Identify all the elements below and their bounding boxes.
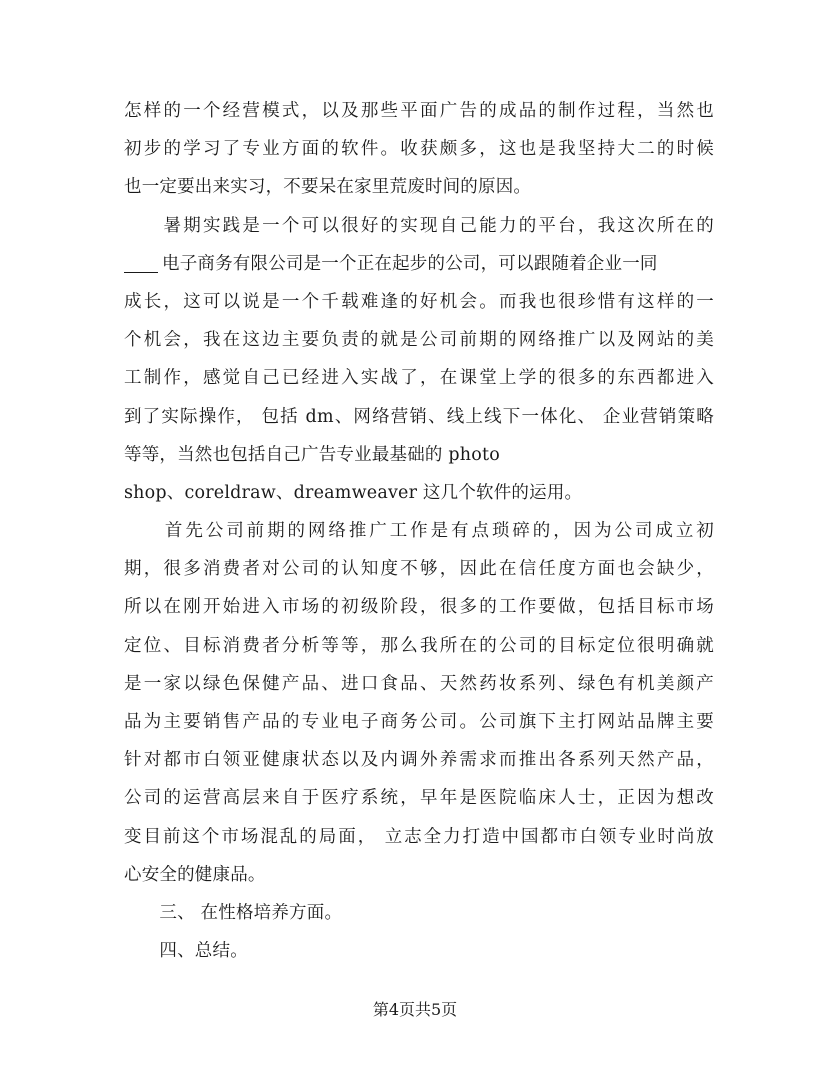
text-line-5 (124, 245, 714, 283)
text-line-12: 首先公司前期的网络推广工作是有点琐碎的，因为公司成立初 (124, 521, 714, 542)
document-body (124, 92, 714, 970)
text-line-14: 所以在刚开始进入市场的初级阶段，很多的工作要做，包括目标市场 (124, 597, 714, 618)
text-line-8: 工制作，感觉自己已经进入实战了，在课堂上学的很多的东西都进入 (124, 368, 714, 389)
text-line-20: 变目前这个市场混乱的局面， 立志全力打造中国都市白领专业时尚放 (124, 826, 714, 847)
text-line-18: 针对都市白领亚健康状态以及内调外养需求而推出各系列天然产品， (124, 750, 714, 771)
text-line-2: 初步的学习了专业方面的软件。收获颇多，这也是我坚持大二的时候 (124, 139, 714, 160)
text-line-3: 也一定要出来实习，不要呆在家里荒废时间的原因。 (124, 177, 532, 198)
text-line-16: 是一家以绿色保健产品、进口食品、天然药妆系列、绿色有机美颜产 (124, 673, 714, 694)
text-line-4: 暑期实践是一个可以很好的实现自己能力的平台，我这次所在的 (124, 215, 714, 236)
text-line-7: 个机会，我在这边主要负责的就是公司前期的网络推广以及网站的美 (124, 330, 714, 351)
text-line-5-content: 电子商务有限公司是一个正在起步的公司，可以跟随着企业一同 (162, 253, 658, 274)
text-line-1: 怎样的一个经营模式，以及那些平面广告的成品的制作过程，当然也 (124, 101, 714, 121)
text-line-10: 等等，当然也包括自己广告专业最基础的 photo (124, 444, 500, 465)
text-line-11: shop、coreldraw、dreamweaver 这几个软件的运用。 (124, 482, 583, 503)
text-line-9: 到了实际操作， 包括 dm、网络营销、线上线下一体化、 企业营销策略 (124, 406, 714, 427)
page-number: 第4页共5页 (372, 1000, 458, 1019)
text-line-21: 心安全的健康品。 (124, 864, 266, 885)
text-line-17: 品为主要销售产品的专业电子商务公司。公司旗下主打网站品牌主要 (124, 712, 714, 732)
fill-in-blank (124, 271, 158, 273)
text-line-15: 定位、目标消费者分析等等，那么我所在的公司的目标定位很明确就 (124, 635, 714, 656)
section-heading-4: 四、总结。 (124, 941, 248, 962)
text-line-13: 期，很多消费者对公司的认知度不够，因此在信任度方面也会缺少， (124, 559, 714, 580)
text-line-19: 公司的运营高层来自于医疗系统，早年是医院临床人士，正因为想改 (124, 788, 714, 809)
section-heading-3: 三、 在性格培养方面。 (124, 902, 343, 923)
text-line-6: 成长，这可以说是一个千载难逢的好机会。而我也很珍惜有这样的一 (124, 291, 714, 312)
